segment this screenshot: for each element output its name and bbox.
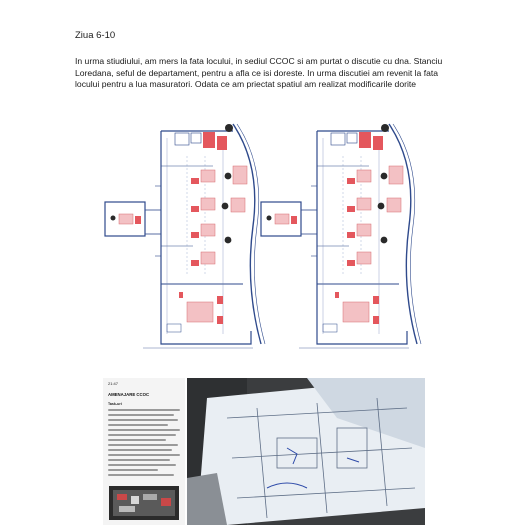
phone-note-title: AMENAJARE CCOC xyxy=(108,392,150,397)
phone-screenshot xyxy=(103,378,185,525)
floor-plan-after xyxy=(261,124,421,348)
phone-note-lines xyxy=(108,402,182,479)
page-heading: Ziua 6-10 xyxy=(75,30,116,41)
floor-plans-image xyxy=(103,106,425,376)
phone-image-thumbnail xyxy=(109,486,179,520)
floor-plan-before xyxy=(105,124,265,348)
body-paragraph: In urma stiudiului, am mers la fata locului, in sediul CCOC si am purtat o discutie cu dna. Stanciu Loredana, seful de departament, pentru a afla ce isi doreste. In urma discutiei am revenit la fata locului pentru a lua masuratori. Odata ce am priectat spatiul am realizat modificarile dorite xyxy=(75,56,443,90)
phone-section-label: Task-uri xyxy=(108,402,122,406)
floor-plans-drawing xyxy=(103,106,425,376)
printed-plan-photo xyxy=(187,378,425,525)
phone-time: 21:47 xyxy=(108,381,119,386)
